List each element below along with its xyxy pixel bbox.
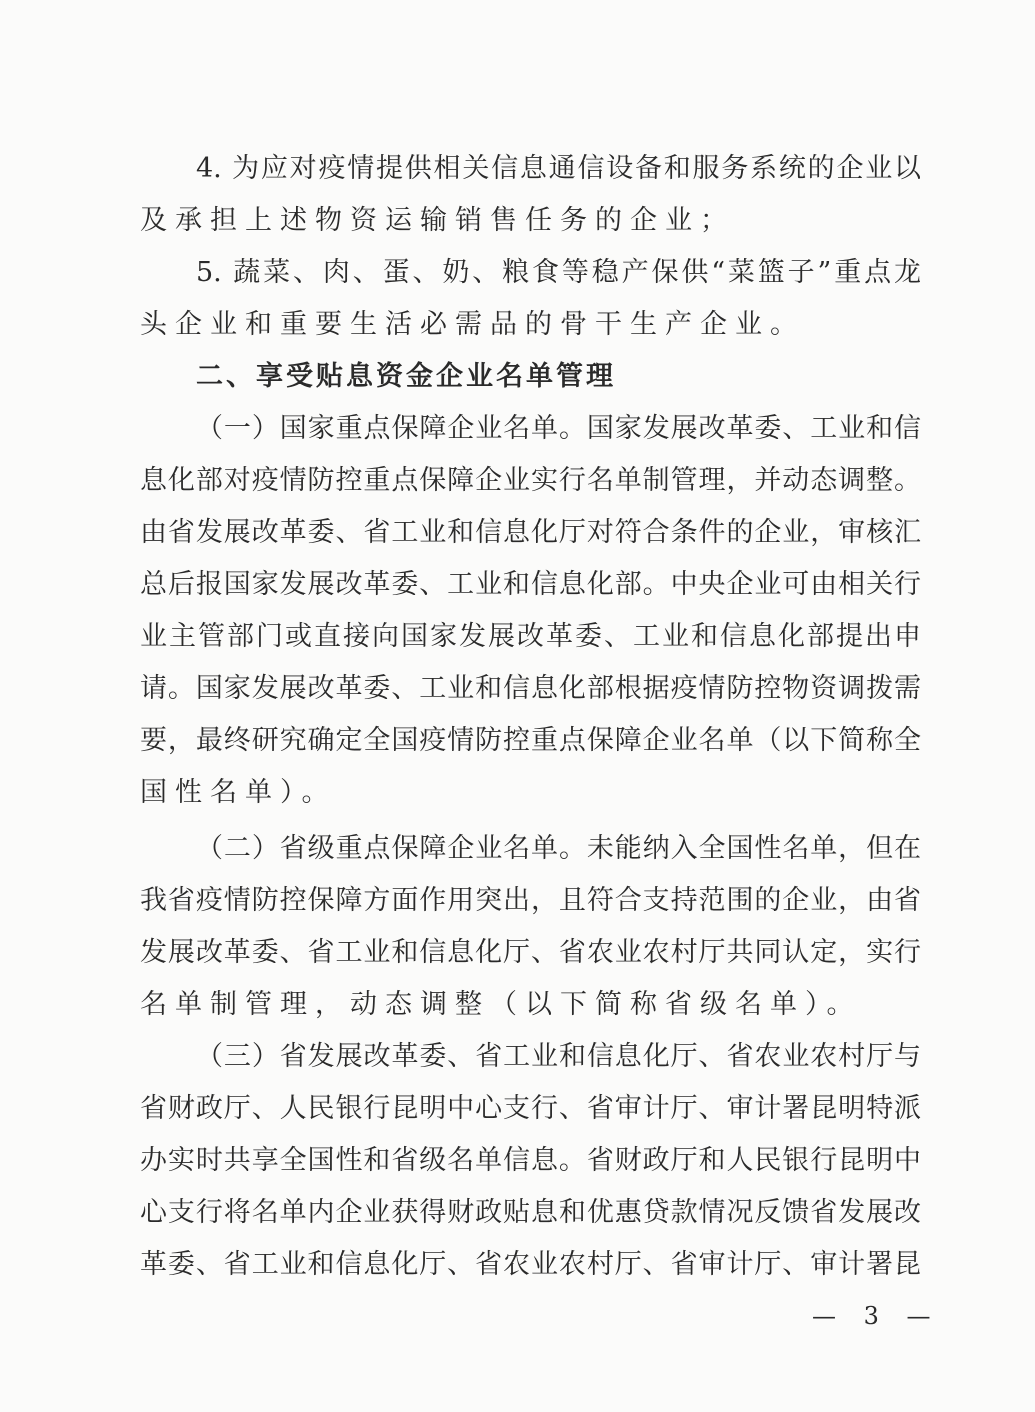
section-heading: 二、享受贴息资金企业名单管理 <box>196 361 616 392</box>
section1-line: 由省发展改革委、省工业和信息化厅对符合条件的企业，审核汇 <box>140 517 921 548</box>
section1-line: 总后报国家发展改革委、工业和信息化部。中央企业可由相关行 <box>140 569 921 600</box>
document-page <box>140 143 921 1291</box>
section1-line: 要，最终研究确定全国疫情防控重点保障企业名单（以下简称全 <box>140 725 921 756</box>
section2-line: 名单制管理，动态调整（以下简称省级名单）。 <box>140 989 862 1020</box>
section1-line: 息化部对疫情防控重点保障企业实行名单制管理，并动态调整。 <box>140 465 921 496</box>
paragraph-5-line: 5. 蔬菜、肉、蛋、奶、粮食等稳产保供“菜篮子”重点龙 <box>196 257 921 288</box>
section3-line: 省财政厅、人民银行昆明中心支行、省审计厅、审计署昆明特派 <box>140 1093 921 1124</box>
paragraph-4-line: 4. 为应对疫情提供相关信息通信设备和服务系统的企业以 <box>196 153 921 184</box>
paragraph-5-line: 头企业和重要生活必需品的骨干生产企业。 <box>140 309 805 340</box>
section3-line: （三）省发展改革委、省工业和信息化厅、省农业农村厅与 <box>196 1041 921 1072</box>
section3-line: 办实时共享全国性和省级名单信息。省财政厅和人民银行昆明中 <box>140 1145 921 1176</box>
section3-line: 心支行将名单内企业获得财政贴息和优惠贷款情况反馈省发展改 <box>140 1197 921 1228</box>
section1-line: （一）国家重点保障企业名单。国家发展改革委、工业和信 <box>196 413 921 444</box>
section1-line: 国性名单）。 <box>140 777 337 808</box>
page-number: — 3 — <box>812 1302 941 1330</box>
section2-line: 发展改革委、省工业和信息化厅、省农业农村厅共同认定，实行 <box>140 937 921 968</box>
section3-line: 革委、省工业和信息化厅、省农业农村厅、省审计厅、审计署昆 <box>140 1249 921 1280</box>
section1-line: 请。国家发展改革委、工业和信息化部根据疫情防控物资调拨需 <box>140 673 921 704</box>
section2-line: 我省疫情防控保障方面作用突出，且符合支持范围的企业，由省 <box>140 885 921 916</box>
section2-line: （二）省级重点保障企业名单。未能纳入全国性名单，但在 <box>196 833 921 864</box>
section1-line: 业主管部门或直接向国家发展改革委、工业和信息化部提出申 <box>140 621 921 652</box>
paragraph-4-line: 及承担上述物资运输销售任务的企业； <box>140 205 735 236</box>
